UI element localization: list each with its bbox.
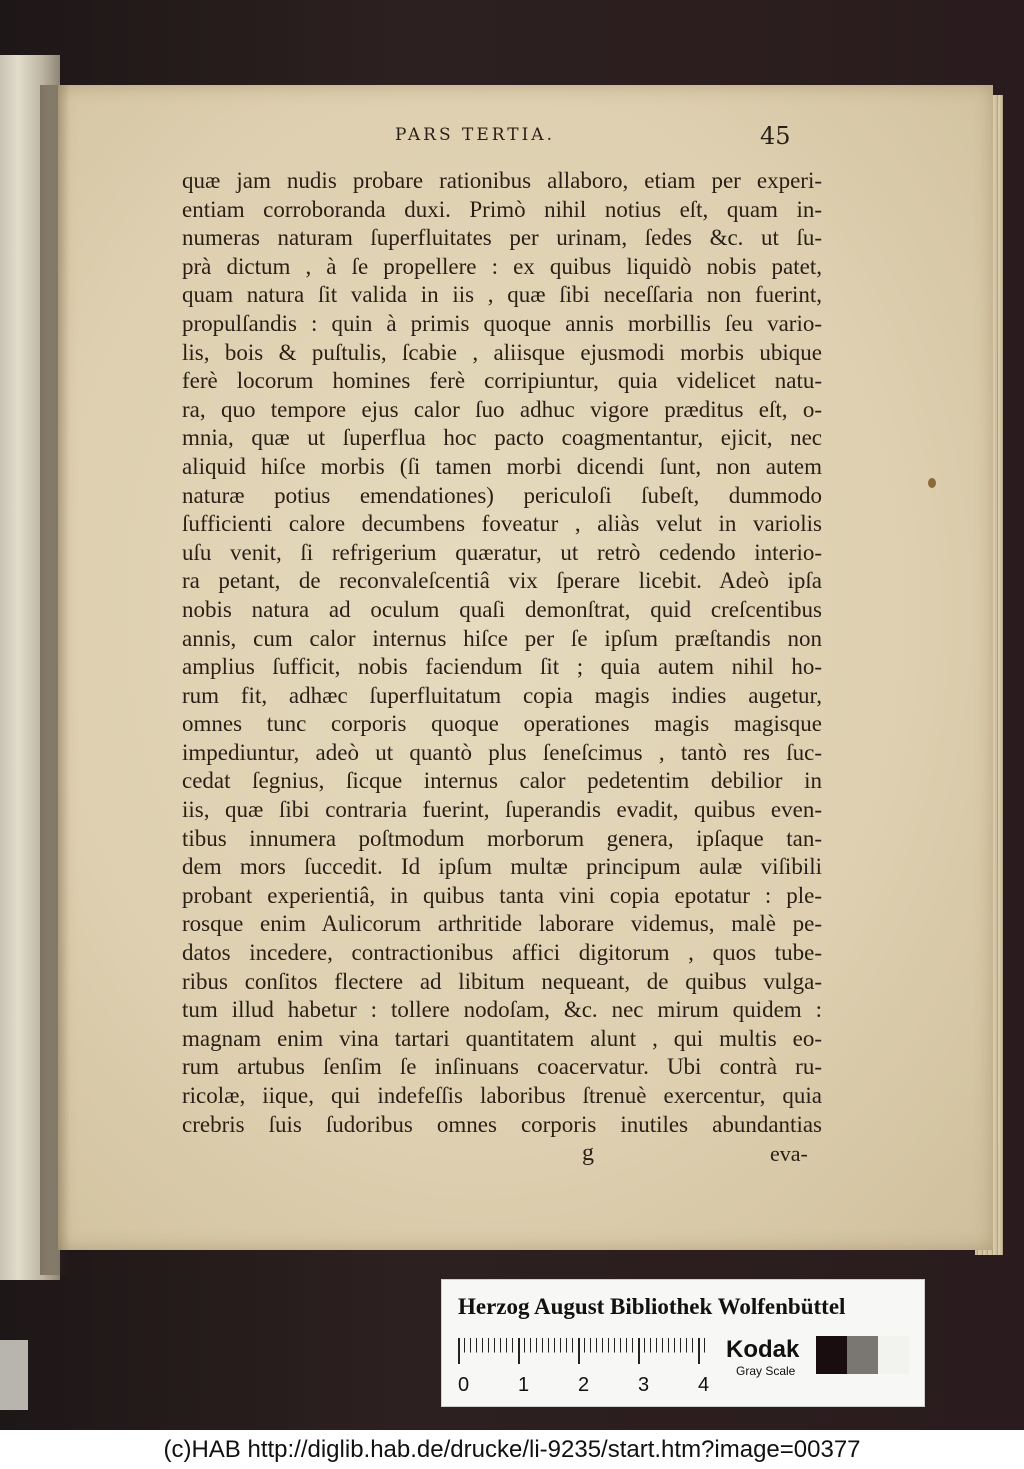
color-calibration-card (441, 1279, 925, 1407)
text-line: probant experientiâ, in quibus tanta vini copia epotatur : ple- (182, 882, 822, 908)
text-line: ra petant, de reconvaleſcentiâ vix ſperare licebit. Adeò ipſa (182, 568, 822, 594)
text-line: iis, quæ ſibi contraria fuerint, ſuperandis evadit, quibus even- (182, 797, 822, 823)
text-line: rum artubus ſenſim ſe inſinuans coacervatur. Ubi contrà ru- (182, 1054, 822, 1080)
gutter-shadow (40, 85, 70, 1275)
text-line: aliquid hiſce morbis (ſi tamen morbi dicendi ſunt, non autem (182, 453, 822, 479)
text-line: amplius ſufficit, nobis faciendum ſit ; quia autem nihil ho- (182, 654, 822, 680)
kodak-logo: Kodak (726, 1336, 800, 1363)
text-line: annis, cum calor internus hiſce per ſe ipſum præſtandis non (182, 625, 822, 651)
text-line: ricolæ, iique, qui indefeſſis laboribus ſtrenuè exercentur, quia (182, 1083, 822, 1108)
signature-mark: g (582, 1140, 594, 1166)
footer-credit: (c)HAB http://diglib.hab.de/drucke/li-9235/start.htm?image=00377 (0, 1430, 1024, 1469)
text-line: impediuntur, adeò ut quantò plus ſeneſcimus , tantò res ſuc- (182, 739, 822, 765)
text-line: ra, quo tempore ejus calor ſuo adhuc vigore præditus eſt, o- (182, 396, 822, 422)
ruler-number: 4 (698, 1374, 710, 1396)
text-line: ferè locorum homines ferè corripiuntur, quia videlicet natu- (182, 368, 822, 394)
gray-scale-label: Gray Scale (736, 1364, 796, 1378)
text-line: tibus innumera poſtmodum morborum genera, ipſaque tan- (182, 825, 822, 851)
text-line: datos incedere, contractionibus affici digitorum , quos tube- (182, 940, 822, 966)
text-line: quam natura ſit valida in iis , quæ ſibi neceſſaria non fuerint, (182, 282, 822, 308)
text-line: cedat ſegnius, ſicque internus calor pedetentim debilior in (182, 768, 822, 794)
text-line: entiam corroboranda duxi. Primò nihil notius eſt, quam in- (182, 196, 822, 222)
text-line: magnam enim vina tartari quantitatem alunt , qui multis eo- (182, 1025, 822, 1051)
card-title: Herzog August Bibliothek Wolfenbüttel (458, 1294, 846, 1319)
ruler-number: 2 (578, 1374, 590, 1396)
text-line: rosque enim Aulicorum arthritide laborare videmus, malè pe- (182, 911, 822, 937)
text-line: propulſandis : quin à primis quoque annis morbillis ſeu vario- (182, 310, 822, 336)
text-line: mnia, quæ ut ſuperflua hoc pacto coagmentantur, ejicit, nec (182, 425, 822, 451)
text-line: nobis natura ad oculum quaſi demonſtrat, quid creſcentibus (182, 596, 822, 622)
running-head: PARS TERTIA. (395, 125, 555, 145)
ruler-numbers (452, 1374, 722, 1398)
text-line: ribus conſitos flectere ad libitum nequeant, de quibus vulga- (182, 968, 822, 994)
text-line: quæ jam nudis probare rationibus allaboro, etiam per experi- (182, 168, 822, 193)
library-label (0, 1340, 28, 1410)
text-line: dem mors ſuccedit. Id ipſum multæ principum aulæ viſibili (182, 854, 822, 880)
text-line: lis, bois & puſtulis, ſcabie , aliisque ejusmodi morbis ubique (182, 339, 822, 365)
text-line: omnes tunc corporis quoque operationes magis magisque (182, 711, 822, 737)
text-line: crebris ſuis ſudoribus omnes corporis inutiles abundantias (182, 1111, 822, 1137)
gray-patch (847, 1336, 878, 1374)
text-line: ſufficienti calore decumbens foveatur , aliàs velut in variolis (182, 511, 822, 537)
body-text (182, 167, 832, 1139)
catchword: eva- (770, 1141, 808, 1166)
text-line: naturæ potius emendationes) periculoſi ſubeſt, dummodo (182, 482, 822, 508)
text-line: numeras naturam ſuperfluitates per urinam, ſedes &c. ut ſu- (182, 225, 822, 251)
page-number: 45 (760, 122, 791, 150)
gray-patch (878, 1336, 909, 1374)
ruler-major-ticks (458, 1338, 708, 1364)
ruler-number: 1 (518, 1374, 530, 1396)
text-line: uſu venit, ſi refrigerium quæratur, ut retrò cedendo interio- (182, 539, 822, 565)
ink-stain (928, 478, 936, 488)
ruler-number: 0 (458, 1374, 470, 1396)
text-line: prà dictum , à ſe propellere : ex quibus liquidò nobis patet, (182, 253, 822, 279)
text-line: tum illud habetur : tollere nodoſam, &c. nec mirum quidem : (182, 997, 822, 1023)
text-line: rum fit, adhæc ſuperfluitatum copia magis indies augetur, (182, 682, 822, 708)
ruler-number: 3 (638, 1374, 650, 1396)
gray-patch (816, 1336, 847, 1374)
